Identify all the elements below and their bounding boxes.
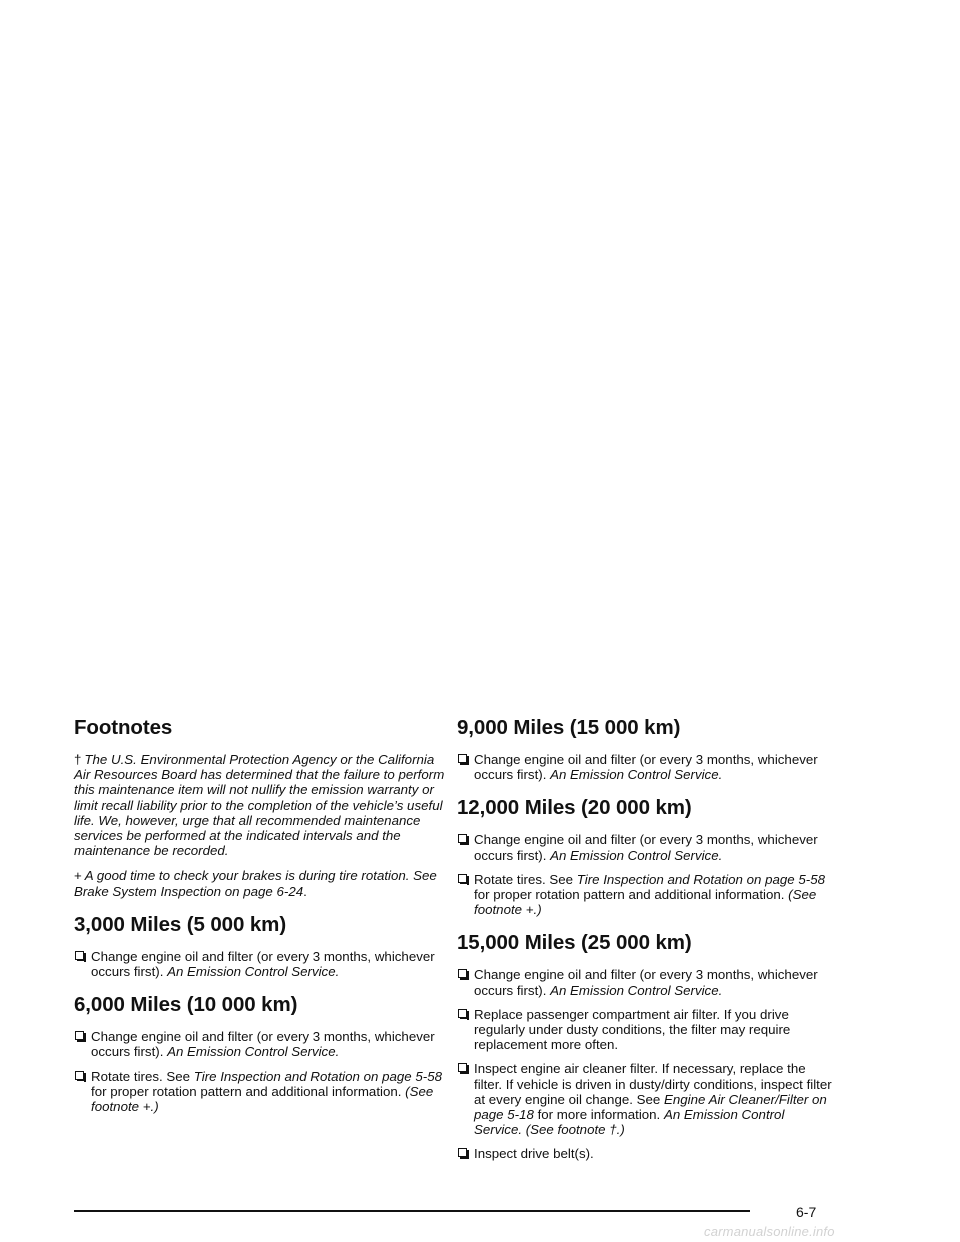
checkbox-icon (458, 834, 467, 843)
item-italic: An Emission Control Service. (550, 767, 723, 783)
checkbox-icon (458, 754, 467, 763)
item-italic: An Emission Control Service. (167, 1044, 340, 1060)
checkbox-icon (458, 1148, 467, 1157)
checkbox-icon (458, 969, 467, 978)
section-title-15000: 15,000 Miles (25 000 km) (457, 931, 692, 955)
item-text: Change engine oil and filter (or every 3 months, whichever occurs first). (474, 832, 818, 863)
footnotes-title: Footnotes (74, 716, 173, 739)
item-text: Change engine oil and filter (or every 3 months, whichever occurs first). (474, 752, 818, 783)
item-text: Rotate tires. See (91, 1068, 194, 1084)
checklist-item (457, 752, 835, 782)
item-reference: Tire Inspection and Rotation on page 5-58 (576, 871, 825, 887)
checkbox-icon (75, 951, 84, 960)
item-text: Inspect drive belt(s). (474, 1146, 594, 1162)
checklist-item (74, 949, 452, 979)
footnote-plus-text: A good time to check your brakes is during tire rotation. See Brake System Inspection on page 6-24 (74, 868, 437, 899)
item-text: Change engine oil and filter (or every 3 months, whichever occurs first). (91, 948, 435, 980)
item-text: for proper rotation pattern and additional information. (474, 887, 789, 903)
checkbox-icon (458, 874, 467, 883)
left-column (74, 716, 452, 1123)
right-column (457, 716, 835, 1171)
checklist-item (74, 1029, 452, 1059)
checklist-item (457, 1007, 835, 1053)
item-text: for proper rotation pattern and additional information. (91, 1083, 406, 1099)
checkbox-icon (458, 1009, 467, 1018)
item-italic: An Emission Control Service. (167, 964, 340, 980)
item-footnote-ref: (See footnote +.) (91, 1083, 434, 1115)
checklist-item (457, 1146, 835, 1161)
item-text: Rotate tires. See (474, 871, 577, 887)
footnote-dagger-text: The U.S. Environmental Protection Agency or the California Air Resources Board has determined that the failure to perform this maintenance item will not nullify the emission warranty or limit recall liability prior to the completion of the vehicle’s useful life. We, however, urge that all recommended maintenance services be performed at the indicated intervals and the maintenance be recorded. (74, 752, 445, 859)
checklist-item (457, 832, 835, 862)
footer-rule (74, 1210, 750, 1212)
item-text: Inspect engine air cleaner filter. If necessary, replace the filter. If vehicle is driven in dusty/dirty conditions, inspect filter at every engine oil change. See (474, 1061, 832, 1107)
plus-mark: + (74, 868, 82, 884)
checkbox-icon (458, 1063, 467, 1072)
item-italic: An Emission Control Service. (550, 982, 723, 998)
item-text: Replace passenger compartment air filter. If you drive regularly under dusty conditions, the filter may require replacement more often. (474, 1006, 791, 1053)
checklist-item (457, 967, 835, 997)
footnote-plus (74, 868, 452, 898)
section-title-12000: 12,000 Miles (20 000 km) (457, 796, 692, 820)
item-text: Change engine oil and filter (or every 3 months, whichever occurs first). (474, 967, 818, 998)
checkbox-icon (75, 1071, 84, 1080)
section-title-3000: 3,000 Miles (5 000 km) (74, 912, 287, 936)
item-reference: Engine Air Cleaner/Filter on page 5-18 (474, 1091, 827, 1123)
checkbox-icon (75, 1031, 84, 1040)
checklist-item (74, 1069, 452, 1115)
item-text: for more information. (533, 1107, 664, 1123)
checklist-item (457, 872, 835, 918)
item-italic: An Emission Control Service. (550, 847, 723, 863)
item-reference: Tire Inspection and Rotation on page 5-58 (193, 1068, 442, 1084)
page-number: 6-7 (796, 1204, 817, 1220)
watermark: carmanualsonline.info (704, 1224, 835, 1239)
checklist-item (457, 1061, 835, 1137)
item-footnote-ref: (See footnote +.) (474, 887, 817, 918)
item-text: Change engine oil and filter (or every 3 months, whichever occurs first). (91, 1029, 435, 1060)
dagger-mark: † (74, 752, 82, 767)
footnote-plus-end: . (303, 883, 307, 899)
section-title-6000: 6,000 Miles (10 000 km) (74, 993, 298, 1017)
item-italic: An Emission Control Service. (See footnote †.) (474, 1107, 785, 1138)
section-title-9000: 9,000 Miles (15 000 km) (457, 716, 681, 739)
footnote-dagger (74, 752, 452, 858)
